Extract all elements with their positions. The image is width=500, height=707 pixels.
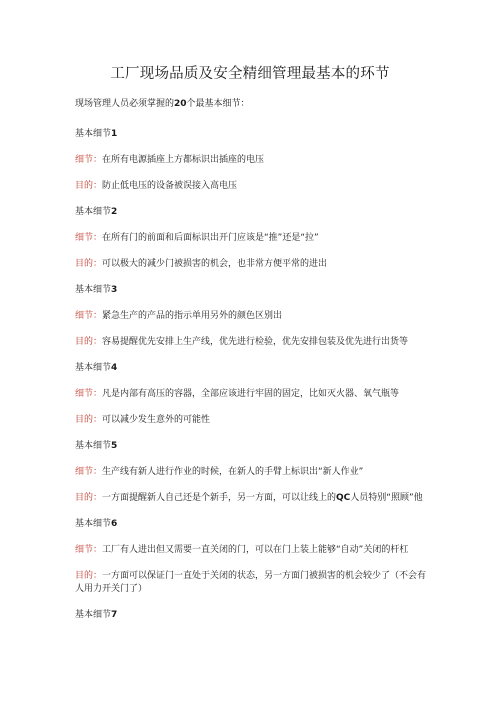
item-number: 4 [111, 363, 118, 373]
detail-label: 细节： [75, 545, 103, 555]
item-heading-text: 基本细节 [75, 519, 112, 529]
purpose-label: 目的： [75, 571, 103, 581]
purpose-label: 目的： [75, 415, 103, 425]
item-purpose [75, 180, 430, 193]
item-heading [75, 518, 430, 531]
item-heading [75, 206, 430, 219]
purpose-text: 一方面提醒新人自己还是个新手，另一方面，可以让线上的 [102, 493, 337, 503]
intro-paragraph [75, 98, 430, 111]
item-number: 1 [111, 129, 118, 139]
item-heading-text: 基本细节 [75, 441, 112, 451]
detail-label: 细节： [75, 389, 103, 399]
purpose-label: 目的： [75, 259, 103, 269]
item-heading [75, 284, 430, 297]
page-title: 工厂现场品质及安全精细管理最基本的环节 [110, 66, 390, 82]
item-heading-text: 基本细节 [75, 129, 112, 139]
item-heading-text: 基本细节 [75, 363, 112, 373]
item-heading [75, 609, 430, 622]
item-heading-text: 基本细节 [75, 610, 112, 620]
purpose-label: 目的： [75, 181, 103, 191]
purpose-label: 目的： [75, 493, 103, 503]
purpose-text: 容易提醒优先安排上生产线，优先进行检验，优先安排包装及优先进行出货等 [102, 337, 409, 347]
item-purpose [75, 570, 430, 596]
item-detail [75, 544, 430, 557]
purpose-text-after: 人员特别“照顾”他 [350, 493, 423, 503]
item-number: 7 [111, 610, 118, 620]
detail-text: 生产线有新人进行作业的时候，在新人的手臂上标识出“新人作业” [102, 467, 364, 477]
intro-count: 20 [174, 99, 187, 109]
item-purpose [75, 492, 430, 505]
item-detail [75, 388, 430, 401]
item-number: 2 [111, 207, 118, 217]
purpose-text: 一方面可以保证门一直处于关闭的状态，另一方面门被损害的机会较少了（不会有人用力开关门了） [75, 571, 427, 594]
intro-text-after: 个最基本细节： [186, 99, 250, 109]
purpose-text: 防止低电压的设备被误接入高电压 [102, 181, 238, 191]
detail-label: 细节： [75, 155, 103, 165]
item-heading-text: 基本细节 [75, 207, 112, 217]
purpose-qc-text: QC [336, 493, 351, 503]
detail-text: 凡是内部有高压的容器，全部应该进行牢固的固定，比如灭火器、氧气瓶等 [102, 389, 400, 399]
item-number: 5 [111, 441, 118, 451]
purpose-text: 可以极大的减少门被损害的机会，也非常方便平常的进出 [102, 259, 328, 269]
detail-text: 在所有电源插座上方都标识出插座的电压 [102, 155, 265, 165]
item-detail [75, 310, 430, 323]
purpose-label: 目的： [75, 337, 103, 347]
item-heading-text: 基本细节 [75, 285, 112, 295]
document-body [75, 98, 430, 635]
item-heading [75, 362, 430, 375]
detail-label: 细节： [75, 311, 103, 321]
detail-text: 工厂有人进出但又需要一直关闭的门，可以在门上装上能够“自动”关闭的杆杠 [102, 545, 409, 555]
item-heading [75, 128, 430, 141]
detail-text: 在所有门的前面和后面标识出开门应该是“推”还是“拉” [102, 233, 319, 243]
item-detail [75, 154, 430, 167]
item-number: 6 [111, 519, 118, 529]
item-detail [75, 466, 430, 479]
item-purpose [75, 336, 430, 349]
item-purpose [75, 414, 430, 427]
detail-label: 细节： [75, 233, 103, 243]
item-number: 3 [111, 285, 118, 295]
detail-label: 细节： [75, 467, 103, 477]
item-heading [75, 440, 430, 453]
item-detail [75, 232, 430, 245]
purpose-text: 可以减少发生意外的可能性 [102, 415, 211, 425]
detail-text: 紧急生产的产品的指示单用另外的颜色区别出 [102, 311, 283, 321]
intro-text-before: 现场管理人员必须掌握的 [75, 99, 175, 109]
item-purpose [75, 258, 430, 271]
